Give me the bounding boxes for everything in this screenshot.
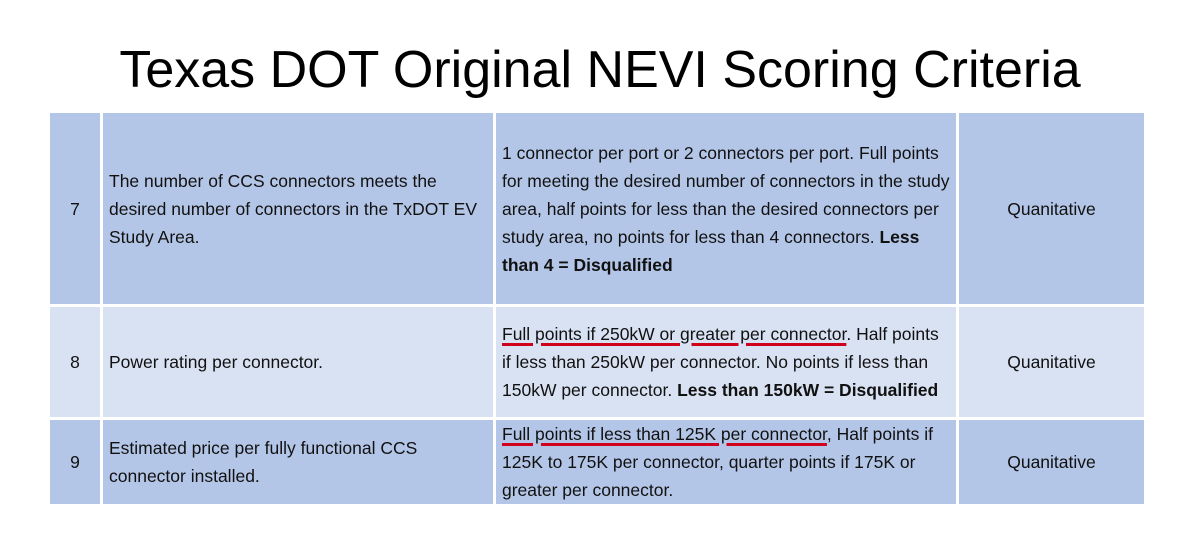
disqualified-note: Less than 150kW = Disqualified [677,380,939,400]
table-row-8 [49,306,1146,419]
criterion-description: The number of CCS connectors meets the desired number of connectors in the TxDOT EV Study Area. [102,112,495,306]
scoring-text: , Half points if 125K to 175K per connector, quarter points if 175K or greater per connector. [502,424,933,500]
table-row-7 [49,112,1146,306]
criterion-type: Quanitative [958,419,1146,506]
criterion-type: Quanitative [958,306,1146,419]
scoring-text: . Half points if less than 250kW per connector. No points if less than 150kW per connector. [502,324,939,400]
criterion-number: 7 [49,112,102,306]
scoring-text: 1 connector per port or 2 connectors per port. Full points for meeting the desired number of connectors in the study area, half points for less than the desired connectors per study area, no points for less than 4 connectors. [502,142,950,247]
disqualified-note: Less than 4 = Disqualified [502,226,920,275]
scoring-description [495,306,958,419]
table-row-9 [49,419,1146,506]
criterion-number: 9 [49,419,102,506]
criterion-description: Estimated price per fully functional CCS connector installed. [102,419,495,506]
highlighted-full-points-text: Full points if less than 125K per connector [502,424,827,444]
slide-title: Texas DOT Original NEVI Scoring Criteria [119,41,1081,99]
criterion-type: Quanitative [958,112,1146,306]
scoring-criteria-table [47,110,1147,507]
highlighted-full-points-text: Full points if 250kW or greater per connector [502,324,847,344]
scoring-description [495,112,958,306]
criterion-number: 8 [49,306,102,419]
criterion-description: Power rating per connector. [102,306,495,419]
scoring-description [495,419,958,506]
